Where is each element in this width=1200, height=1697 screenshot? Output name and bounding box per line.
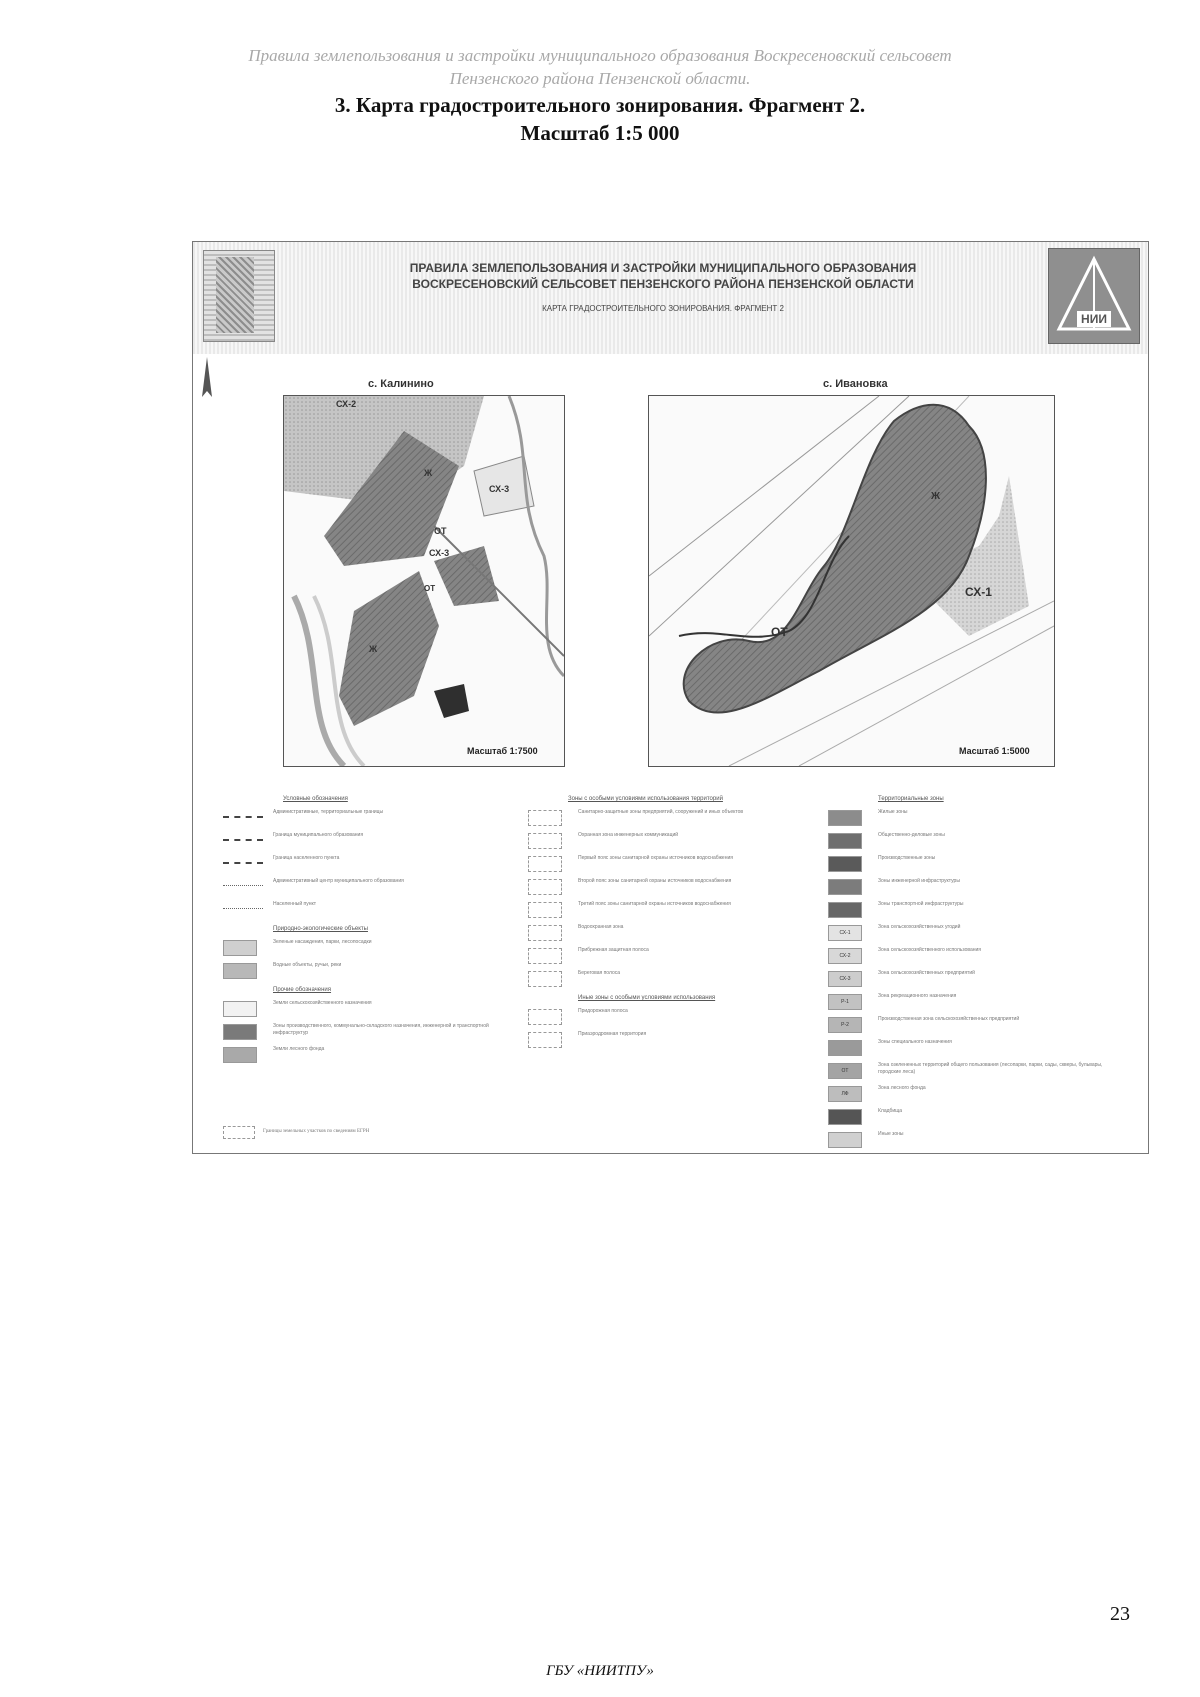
legend-swatch xyxy=(223,963,257,979)
legend-item xyxy=(828,1014,1128,1037)
legend-label: Первый пояс зоны санитарной охраны источников водоснабжения xyxy=(578,855,733,861)
legend-label: Административный центр муниципального образования xyxy=(273,878,404,884)
legend-swatch xyxy=(828,810,862,826)
zone-label: ОТ xyxy=(424,584,436,593)
legend-item xyxy=(828,1060,1128,1083)
zone-label: СХ-1 xyxy=(965,585,992,599)
legend-swatch xyxy=(223,1024,257,1040)
legend-label: Зона сельскохозяйственного использования xyxy=(878,947,982,953)
left-map-frame xyxy=(283,395,565,767)
legend-item xyxy=(528,807,808,830)
legend-label: Зоны специального назначения xyxy=(878,1039,952,1045)
legend-heading: Территориальные зоны xyxy=(878,796,944,802)
legend-label: Зоны инженерной инфраструктуры xyxy=(878,878,960,884)
right-map-name: с. Ивановка xyxy=(823,378,888,390)
legend-item xyxy=(223,807,503,830)
legend-swatch xyxy=(528,879,562,895)
legend-swatch xyxy=(528,902,562,918)
legend-line-symbol xyxy=(223,839,263,841)
legend-swatch xyxy=(528,1009,562,1025)
zone-label: СХ-3 xyxy=(429,548,450,558)
legend-swatch xyxy=(528,810,562,826)
legend-zone-code: СХ-2 xyxy=(839,953,851,959)
legend-swatch xyxy=(528,833,562,849)
legend-label: Общественно-деловые зоны xyxy=(878,832,945,838)
logo-text: НИИ xyxy=(1077,311,1111,327)
legend-swatch xyxy=(828,925,862,941)
legend-item xyxy=(223,937,503,960)
legend-label: Прибрежная защитная полоса xyxy=(578,947,649,953)
legend-subheading: Природно-экологические объекты xyxy=(273,926,368,932)
legend-swatch xyxy=(223,1001,257,1017)
legend-swatch xyxy=(828,948,862,964)
legend-label: Санитарно-защитные зоны предприятий, сооружений и иных объектов xyxy=(578,809,744,815)
legend-item xyxy=(223,1044,503,1067)
legend-label: Земли лесного фонда xyxy=(273,1046,325,1052)
legend-label: Иные зоны xyxy=(878,1131,904,1137)
legend-column-general xyxy=(223,792,503,1067)
legend-swatch xyxy=(828,902,862,918)
legend-text-symbol xyxy=(223,885,263,886)
zone-label: Ж xyxy=(931,491,941,502)
legend-item xyxy=(828,853,1128,876)
banner-subtitle: КАРТА ГРАДОСТРОИТЕЛЬНОГО ЗОНИРОВАНИЯ. ФРАГМЕНТ 2 xyxy=(542,304,784,313)
legend-item xyxy=(223,998,503,1021)
legend-label: Второй пояс зоны санитарной охраны источников водоснабжения xyxy=(578,878,732,884)
legend-swatch xyxy=(528,1032,562,1048)
legend-label: Граница муниципального образования xyxy=(273,832,364,838)
legend-swatch xyxy=(828,971,862,987)
zone-label: СХ-2 xyxy=(336,399,357,409)
legend-label: Зона лесного фонда xyxy=(878,1085,926,1091)
page-number: 23 xyxy=(1110,1603,1130,1625)
legend-item xyxy=(223,1021,503,1044)
legend-zone-code: ОТ xyxy=(841,1068,849,1074)
left-map-scale: Масштаб 1:7500 xyxy=(467,746,538,756)
legend-item xyxy=(528,1006,808,1029)
legend-item xyxy=(528,922,808,945)
legend-item xyxy=(828,807,1128,830)
parcel-bounds-text: Границы земельных участков по сведениям ЕГРН xyxy=(263,1129,370,1134)
page-subtitle: Масштаб 1:5 000 xyxy=(520,121,680,145)
page-footer: ГБУ «НИИТПУ» xyxy=(546,1663,654,1679)
running-header-line2: Пензенского района Пензенской области. xyxy=(449,69,751,88)
legend-swatch xyxy=(528,971,562,987)
legend-swatch xyxy=(828,1086,862,1102)
legend-label: Населенный пункт xyxy=(273,901,317,907)
legend-item xyxy=(828,899,1128,922)
legend-label: Производственные зоны xyxy=(878,855,936,861)
legend-label: Третий пояс зоны санитарной охраны источников водоснабжения xyxy=(578,901,731,907)
legend-label: Зоны производственного, коммунально-складского назначения, инженерной и транспортной инфраструктур xyxy=(273,1023,489,1036)
legend-line-symbol xyxy=(223,816,263,818)
left-map-name: с. Калинино xyxy=(368,378,434,390)
legend-heading: Зоны с особыми условиями использования территорий xyxy=(568,796,723,802)
legend-item xyxy=(828,830,1128,853)
map-stamp xyxy=(203,250,275,342)
legend-label: Земли сельскохозяйственного назначения xyxy=(273,1000,372,1006)
legend-swatch xyxy=(828,833,862,849)
legend-item xyxy=(528,853,808,876)
legend-swatch xyxy=(528,856,562,872)
legend-column-zones xyxy=(828,792,1128,1152)
legend-item xyxy=(528,1029,808,1052)
legend-swatch xyxy=(828,994,862,1010)
legend-label: Зона рекреационного назначения xyxy=(878,993,957,999)
legend-label: Граница населенного пункта xyxy=(273,855,340,861)
legend-label: Береговая полоса xyxy=(578,970,621,976)
legend-label: Зона сельскохозяйственных угодий xyxy=(878,924,961,930)
legend-line-symbol xyxy=(223,862,263,864)
logo-emblem-icon xyxy=(1049,249,1139,343)
legend-swatch xyxy=(223,940,257,956)
zone-label: ОТ xyxy=(434,526,447,536)
left-map-drawing xyxy=(284,396,564,766)
legend-swatch xyxy=(828,1063,862,1079)
legend-item xyxy=(223,960,503,983)
legend-item xyxy=(828,991,1128,1014)
parcel-bounds-legend xyxy=(223,1124,623,1140)
legend-label: Производственная зона сельскохозяйственных предприятий xyxy=(878,1016,1020,1022)
legend-zone-code: Р-2 xyxy=(841,1022,849,1028)
legend-label: Зона сельскохозяйственных предприятий xyxy=(878,970,975,976)
zone-label: ОТ xyxy=(771,625,788,639)
legend-zone-code: СХ-1 xyxy=(839,930,851,936)
legend-zone-code: ЛФ xyxy=(841,1091,849,1097)
legend-item xyxy=(828,968,1128,991)
zoning-map-sheet xyxy=(192,241,1149,1154)
legend-label: Кладбища xyxy=(878,1108,903,1114)
legend-item xyxy=(223,830,503,853)
running-header-line1: Правила землепользования и застройки муниципального образования Воскресеновский сельсовет xyxy=(248,46,952,65)
legend-text-symbol xyxy=(223,908,263,909)
legend-swatch xyxy=(528,925,562,941)
legend-swatch xyxy=(828,879,862,895)
legend-subheading: Прочие обозначения xyxy=(273,987,332,993)
legend-swatch xyxy=(828,1109,862,1125)
right-map-frame xyxy=(648,395,1055,767)
zone-label: Ж xyxy=(369,644,378,654)
legend-item xyxy=(828,876,1128,899)
legend-item xyxy=(828,1037,1128,1060)
legend-item xyxy=(223,876,503,899)
legend-item xyxy=(223,899,503,922)
legend-label: Административные, территориальные границы xyxy=(273,809,384,815)
legend-item xyxy=(828,1106,1128,1129)
legend-swatch xyxy=(828,1040,862,1056)
legend-label: Жилые зоны xyxy=(878,809,908,815)
legend-item xyxy=(528,830,808,853)
legend-swatch xyxy=(828,1017,862,1033)
legend-item xyxy=(828,945,1128,968)
legend-label: Водоохранная зона xyxy=(578,924,624,930)
legend-item xyxy=(528,968,808,991)
legend-item xyxy=(528,945,808,968)
legend-swatch xyxy=(223,1047,257,1063)
legend-label: Придорожная полоса xyxy=(578,1008,628,1014)
legend-swatch xyxy=(528,948,562,964)
legend-column-restrictions xyxy=(528,792,808,1052)
legend-label: Зоны транспортной инфраструктуры xyxy=(878,901,964,907)
banner-title-line2: ВОСКРЕСЕНОВСКИЙ СЕЛЬСОВЕТ ПЕНЗЕНСКОГО РАЙОНА ПЕНЗЕНСКОЙ ОБЛАСТИ xyxy=(412,277,914,291)
legend-label: Водные объекты, ручьи, реки xyxy=(273,962,342,968)
right-map-drawing xyxy=(649,396,1054,766)
legend-item xyxy=(828,1083,1128,1106)
legend-zone-code: Р-1 xyxy=(841,999,849,1005)
banner-title-line1: ПРАВИЛА ЗЕМЛЕПОЛЬЗОВАНИЯ И ЗАСТРОЙКИ МУНИЦИПАЛЬНОГО ОБРАЗОВАНИЯ xyxy=(409,261,917,275)
legend-heading: Условные обозначения xyxy=(283,796,348,802)
legend-label: Приаэродромная территория xyxy=(578,1031,647,1037)
legend-item xyxy=(828,922,1128,945)
legend-label: Зеленые насаждения, парки, лесопосадки xyxy=(273,939,372,945)
legend-item xyxy=(528,899,808,922)
legend-label: Зона озелененных территорий общего пользования (лесопарки, парки, сады, скверы, бульвары, городские леса) xyxy=(878,1062,1103,1075)
north-arrow-icon xyxy=(201,357,213,401)
legend-swatch xyxy=(828,856,862,872)
legend-item xyxy=(223,853,503,876)
map-banner xyxy=(193,242,1148,354)
legend-item xyxy=(528,876,808,899)
zone-label: СХ-3 xyxy=(489,484,510,494)
legend-zone-code: СХ-3 xyxy=(839,976,851,982)
legend-label: Охранная зона инженерных коммуникаций xyxy=(578,832,679,838)
zone-label: Ж xyxy=(424,468,433,478)
institute-logo xyxy=(1048,248,1140,344)
page-title: 3. Карта градостроительного зонирования. Фрагмент 2. xyxy=(334,93,866,117)
legend-item xyxy=(828,1129,1128,1152)
legend-subheading: Иные зоны с особыми условиями использования xyxy=(578,995,716,1001)
legend-swatch xyxy=(828,1132,862,1148)
right-map-scale: Масштаб 1:5000 xyxy=(959,746,1030,756)
